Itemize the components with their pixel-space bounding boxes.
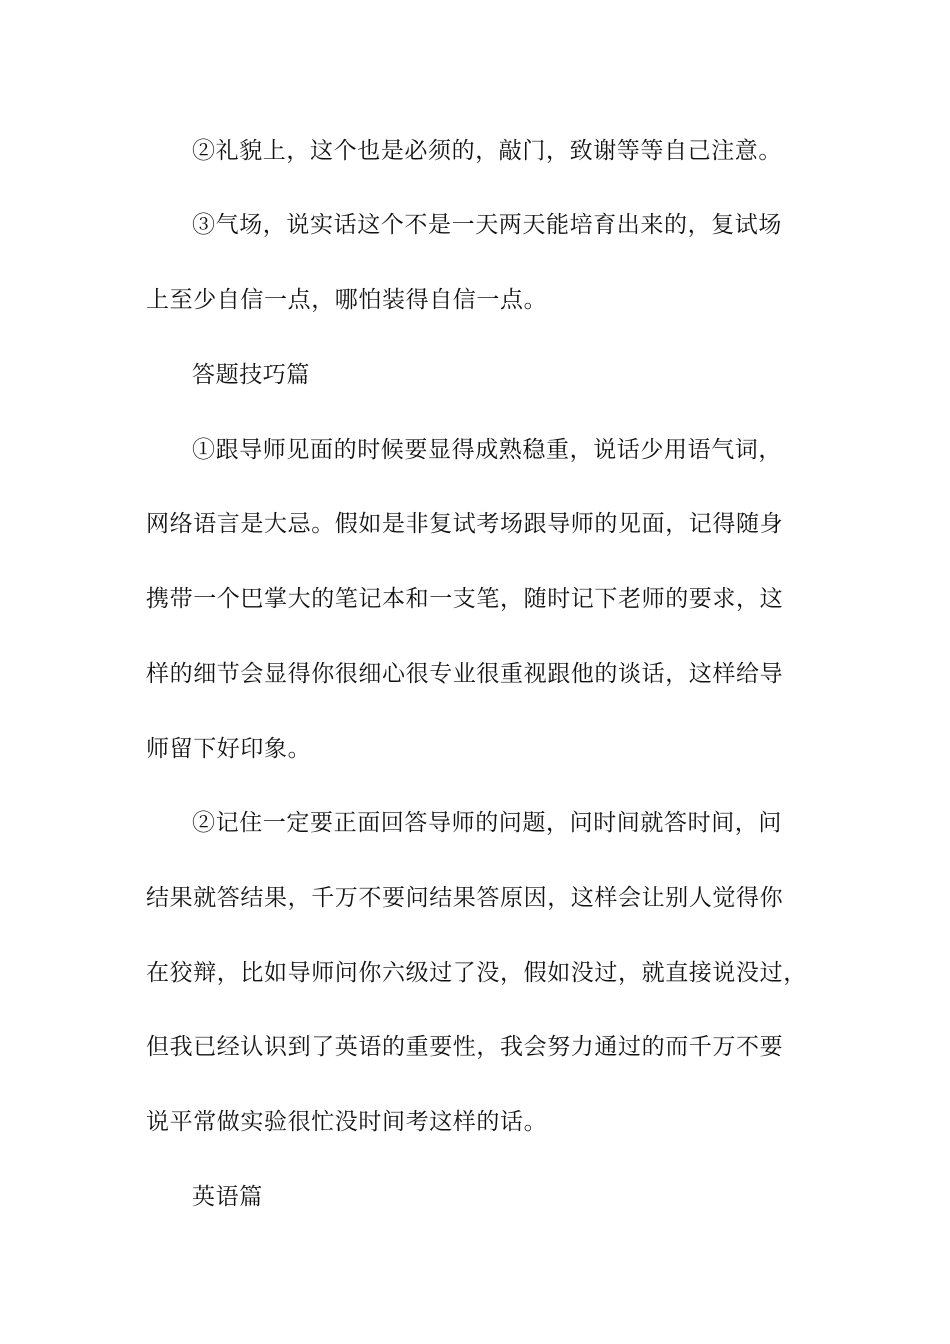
paragraph-meeting-line-4: 样的细节会显得你很细心很专业很重视跟他的谈话，这样给导 xyxy=(146,661,784,687)
paragraph-meeting-line-5: 师留下好印象。 xyxy=(146,736,312,762)
paragraph-meeting-line-1: ①跟导师见面的时候要显得成熟稳重，说话少用语气词， xyxy=(192,437,782,463)
paragraph-answer-line-3: 在狡辩，比如导师问你六级过了没，假如没过，就直接说没过， xyxy=(146,960,807,986)
paragraph-courtesy-line-1: ②礼貌上，这个也是必须的，敲门，致谢等等自己注意。 xyxy=(192,138,782,164)
paragraph-answer-line-4: 但我已经认识到了英语的重要性，我会努力通过的而千万不要 xyxy=(146,1034,784,1060)
paragraph-meeting-line-2: 网络语言是大忌。假如是非复试考场跟导师的见面，记得随身 xyxy=(146,511,784,537)
paragraph-answer-line-1: ②记住一定要正面回答导师的问题，问时间就答时间，问 xyxy=(192,810,782,836)
paragraph-answer-line-5: 说平常做实验很忙没时间考这样的话。 xyxy=(146,1109,548,1135)
paragraph-presence-line-1: ③气场，说实话这个不是一天两天能培育出来的，复试场 xyxy=(192,212,782,238)
section-heading-answer-tips: 答题技巧篇 xyxy=(192,362,310,388)
paragraph-meeting-line-3: 携带一个巴掌大的笔记本和一支笔，随时记下老师的要求，这 xyxy=(146,586,784,612)
section-heading-english: 英语篇 xyxy=(192,1184,263,1210)
paragraph-presence-line-2: 上至少自信一点，哪怕装得自信一点。 xyxy=(146,287,548,313)
paragraph-answer-line-2: 结果就答结果，千万不要问结果答原因，这样会让别人觉得你 xyxy=(146,885,784,911)
